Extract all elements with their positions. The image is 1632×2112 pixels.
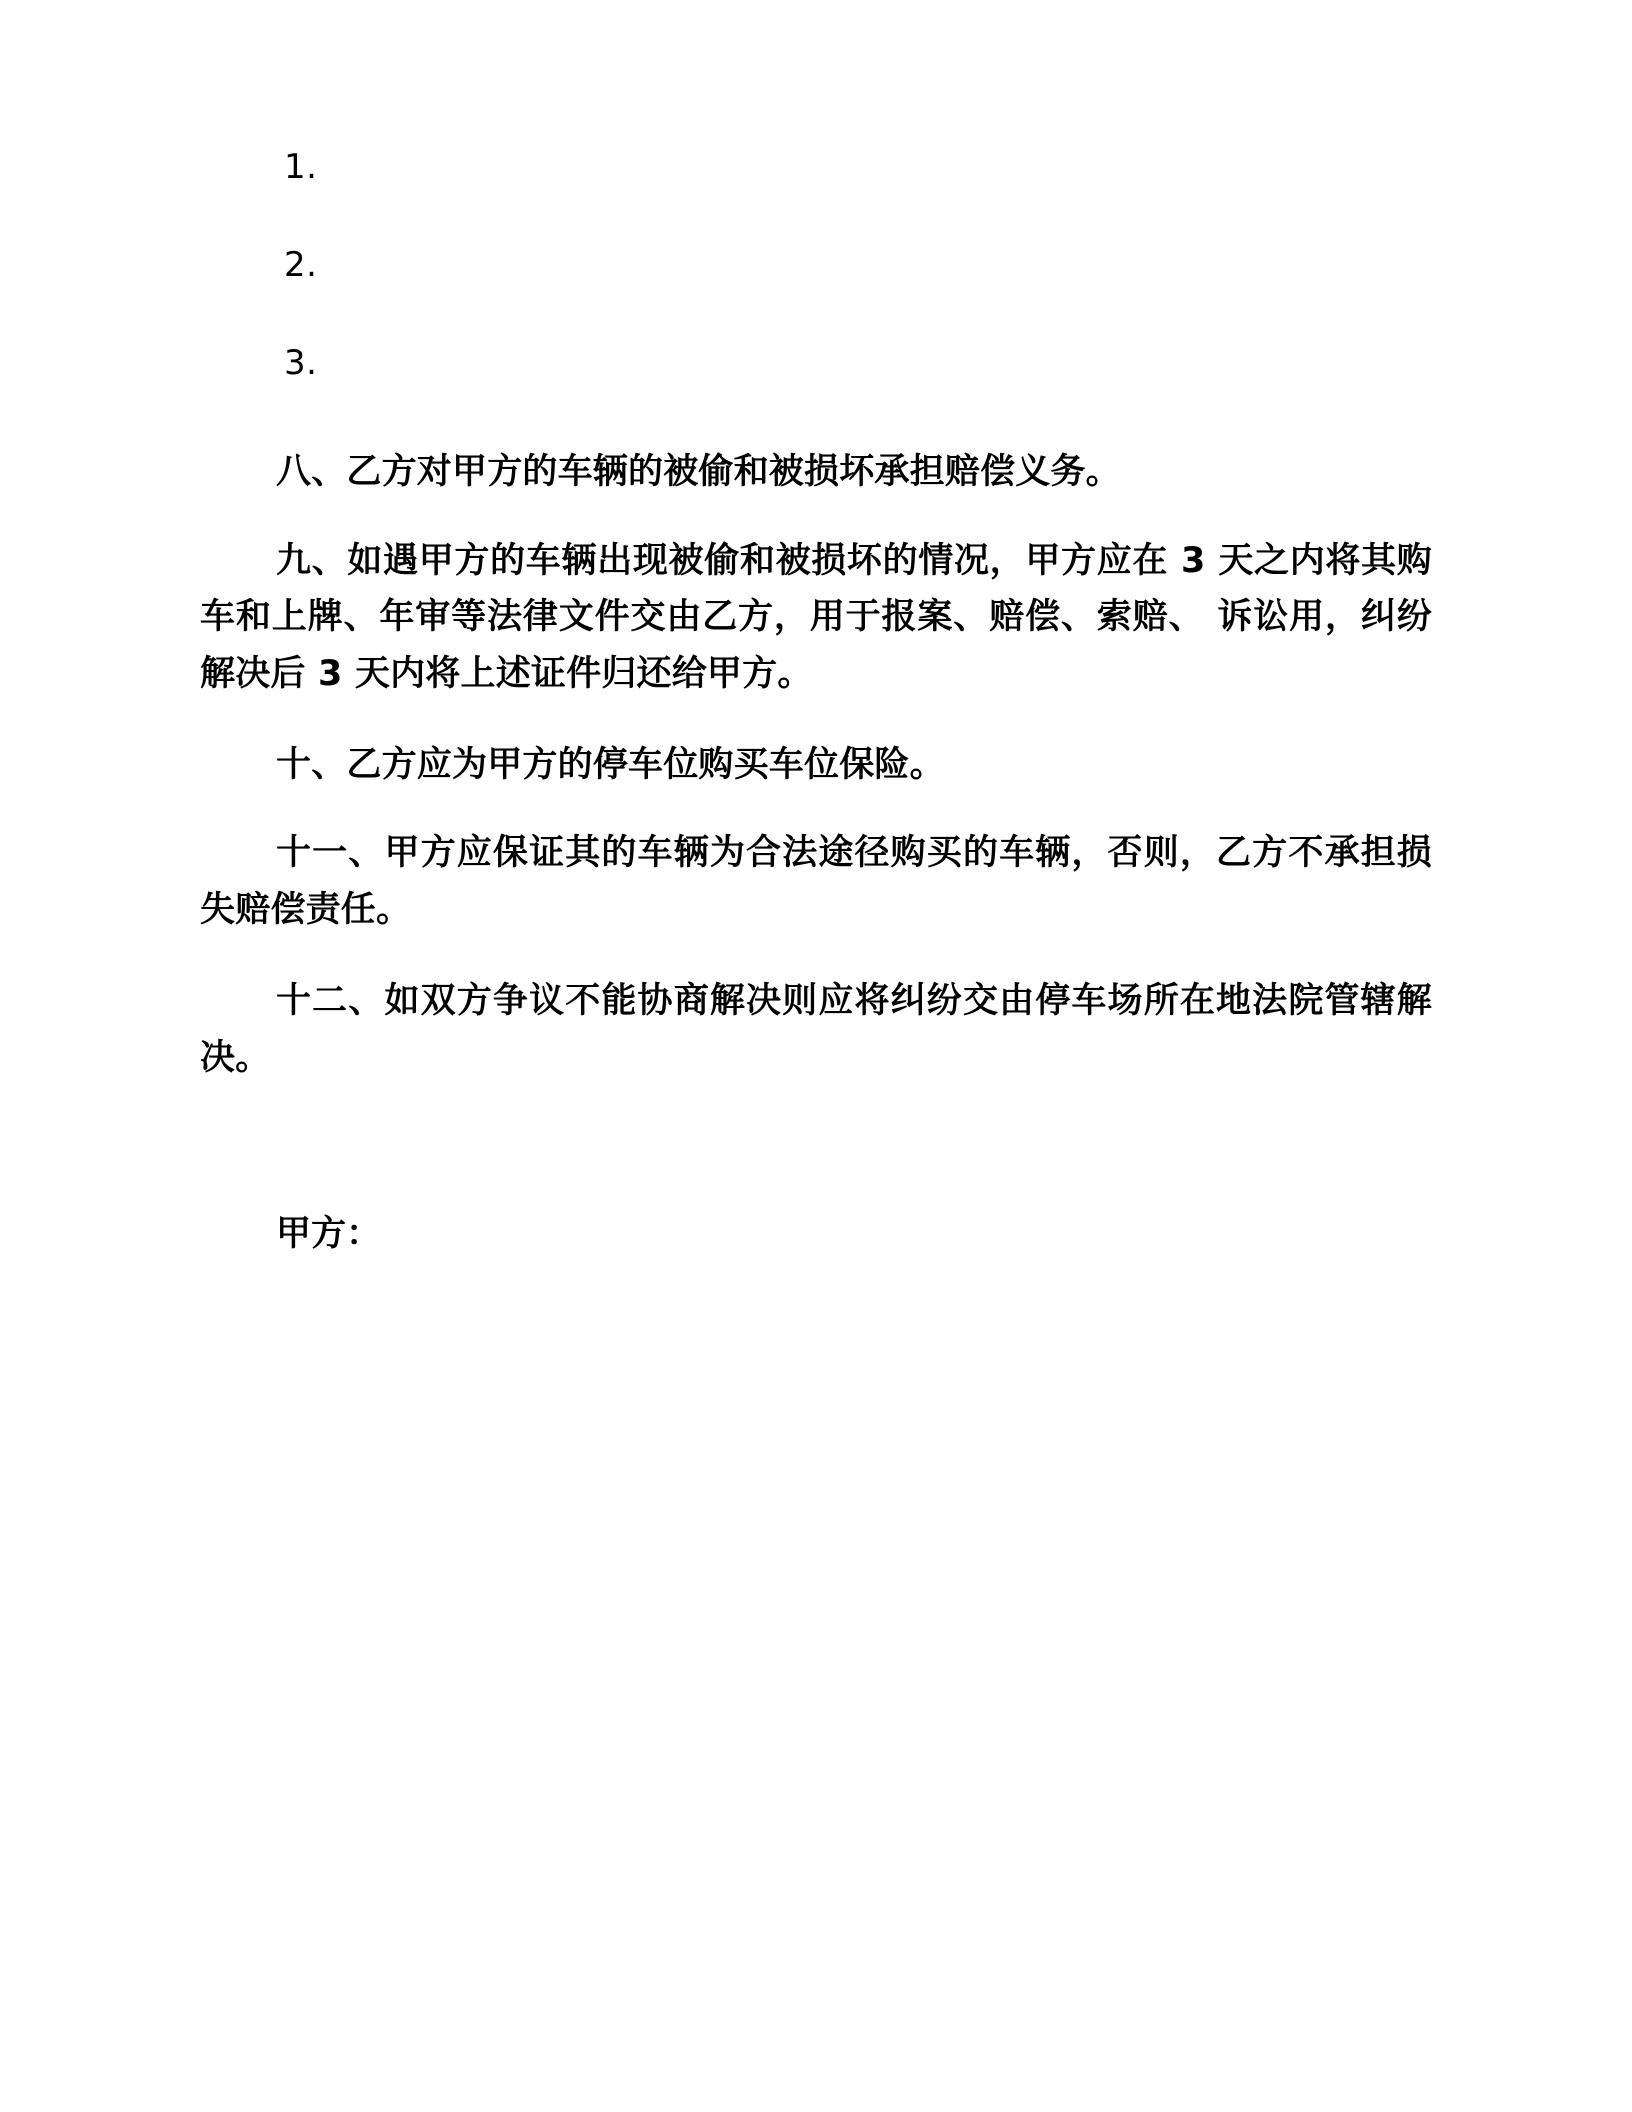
clause-paragraph: 十、乙方应为甲方的停车位购买车位保险。 <box>276 744 945 785</box>
signature-block <box>200 1206 1432 1262</box>
list-item: 2. <box>284 245 318 285</box>
clause-paragraph: 十一、甲方应保证其的车辆为合法途径购买的车辆，否则，乙方不承担损失赔偿责任。 <box>200 833 1432 931</box>
clause-paragraph: 八、乙方对甲方的车辆的被偷和被损坏承担赔偿义务。 <box>276 452 1121 492</box>
clause-paragraph: 十二、如双方争议不能协商解决则应将纠纷交由停车场所在地法院管辖解决。 <box>200 980 1432 1078</box>
party-a-signature-label: 甲方： <box>276 1214 382 1255</box>
list-item: 3. <box>284 343 318 383</box>
document-body <box>200 147 1432 1262</box>
list-item: 1. <box>284 147 318 187</box>
clause-paragraph: 九、如遇甲方的车辆出现被偷和被损坏的情况，甲方应在 3 天之内将其购车和上牌、年审等法律文件交由乙方，用于报案、赔偿、索赔、 诉讼用，纠纷解决后 3 天内将上述证件归还给甲方。 <box>200 540 1432 695</box>
